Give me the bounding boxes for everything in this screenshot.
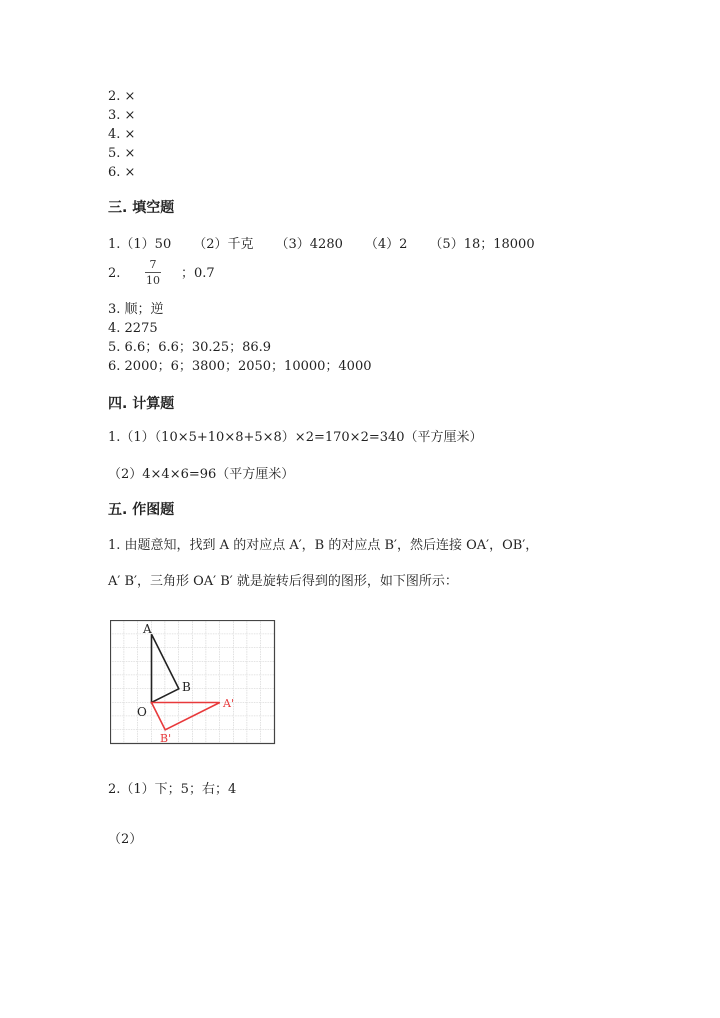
answer-3-1-part1: （1）50 xyxy=(120,237,172,252)
answer-3-6: 6. 2000；6；3800；2050；10000；4000 xyxy=(108,359,372,374)
section-3-title: 三. 填空题 xyxy=(108,200,175,216)
answer-5-2-1: 2.（1）下；5；右；4 xyxy=(108,782,237,797)
rotation-grid-svg xyxy=(110,620,276,746)
answer-3-1-part3: （3）4280 xyxy=(275,237,343,252)
fraction xyxy=(145,258,161,287)
answer-3-1-part2: （2）千克 xyxy=(193,237,254,252)
answer-3-1-num: 1. xyxy=(108,237,121,252)
label-a: A xyxy=(143,622,152,636)
answer-5-2-2: （2） xyxy=(108,832,143,847)
label-b-prime: B' xyxy=(160,732,172,745)
label-o: O xyxy=(137,705,147,719)
answer-2-5: 5. × xyxy=(108,146,136,161)
section-5-title: 五. 作图题 xyxy=(108,502,175,518)
label-b: B xyxy=(182,680,191,694)
answer-3-2-rest: ；0.7 xyxy=(181,266,215,281)
label-a-prime: A' xyxy=(223,697,234,710)
rotation-figure xyxy=(110,620,276,750)
answer-4-1-1: 1.（1）（10×5+10×8+5×8）×2=170×2=340（平方厘米） xyxy=(108,430,483,445)
answer-2-3: 3. × xyxy=(108,108,136,123)
answer-3-1-part5: （5）18；18000 xyxy=(429,237,535,252)
answer-3-2-num: 2. xyxy=(108,266,121,281)
answer-5-1-line1: 1. 由题意知，找到 A 的对应点 A′，B 的对应点 B′，然后连接 OA′，OB′， xyxy=(108,538,539,553)
answer-4-1-2: （2）4×4×6=96（平方厘米） xyxy=(108,467,295,482)
fraction-numerator: 7 xyxy=(149,258,157,271)
fraction-denominator: 10 xyxy=(146,274,160,287)
grid xyxy=(111,621,275,744)
answer-3-3: 3. 顺；逆 xyxy=(108,302,164,317)
section-4-title: 四. 计算题 xyxy=(108,396,175,412)
answer-2-6: 6. × xyxy=(108,165,136,180)
answer-3-1 xyxy=(108,236,535,254)
answer-3-1-part4: （4）2 xyxy=(364,237,408,252)
fraction-bar xyxy=(145,272,161,273)
answer-2-4: 4. × xyxy=(108,127,136,142)
answer-3-4: 4. 2275 xyxy=(108,321,158,336)
answer-2-2: 2. × xyxy=(108,89,136,104)
answer-5-1-line2: A′ B′，三角形 OA′ B′ 就是旋转后得到的图形，如下图所示： xyxy=(108,574,458,589)
answer-3-5: 5. 6.6；6.6；30.25；86.9 xyxy=(108,340,272,355)
